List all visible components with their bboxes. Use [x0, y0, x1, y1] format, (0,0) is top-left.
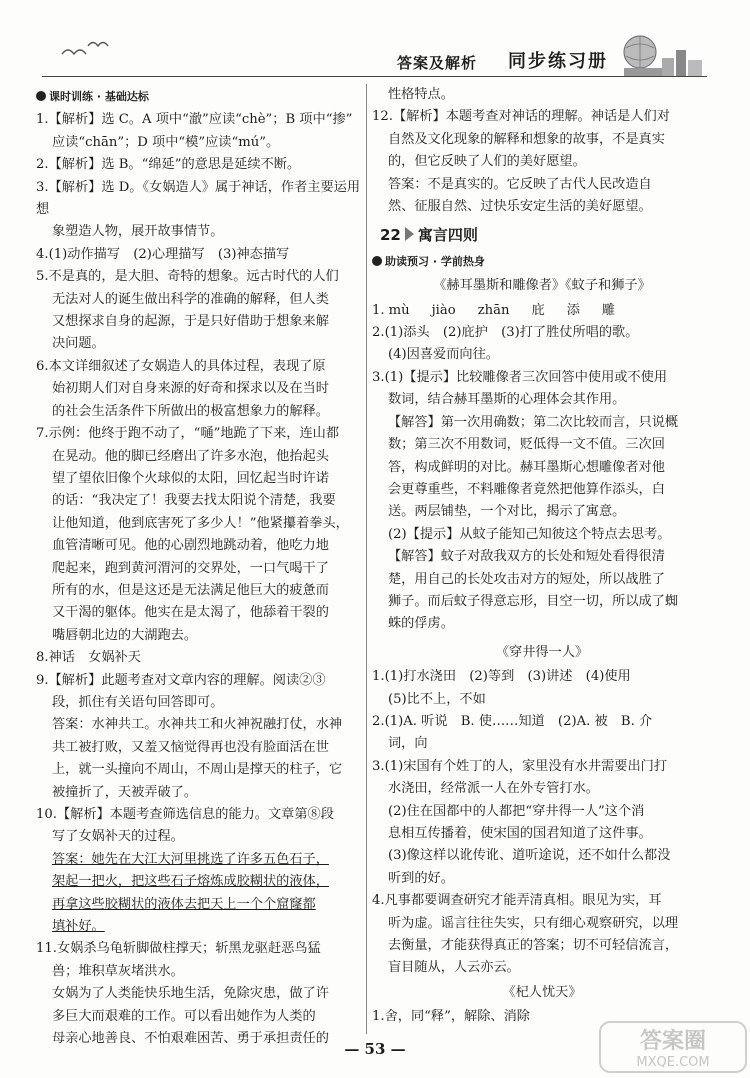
answer-q3: 3.【解析】选 D。《女娲造人》属于神话，作者主要运用想 象塑造人物，展开故事情节。	[36, 179, 361, 240]
lesson-number: 22	[380, 226, 401, 245]
answer-q11: 11.女娲杀乌龟斩脚做柱撑天；斩黑龙驱赶恶鸟猛 兽；堆积草灰堵洪水。	[36, 941, 321, 979]
header-rule	[42, 76, 707, 77]
answer-q10-detail: 答案：她先在大江大河里挑选了许多五色石子， 架起一把火，把这些石子熔炼成胶糊状的液体， 再拿这些胶糊状的液体去把天上一个个窟窿都 填补好。	[52, 851, 329, 935]
section-heading-practice: 课时训练 · 基础达标	[36, 86, 366, 108]
globe-books-icon	[610, 30, 710, 82]
answer-s1: 1.(1)打水浇田 (2)等到 (3)讲述 (4)使用 (5)比不上，不如	[372, 669, 631, 707]
answer-r1: 1. mù jiào zhān 庇 添 雕	[372, 302, 616, 318]
header-brand: 同步练习册	[508, 51, 608, 72]
bullet-icon	[372, 256, 382, 266]
section-heading-preview: 助读预习 · 学前热身	[372, 251, 712, 273]
fable1-title: 《赫耳墨斯和雕像者》《蚊子和狮子》	[433, 278, 651, 294]
lesson-title: 寓言四则	[417, 226, 478, 245]
continued-text: 性格特点。	[388, 87, 454, 102]
answer-q12: 12.【解析】本题考查对神话的理解。神话是人们对 自然及文化现象的解释和想象的故事，不是真实 的，但它反映了人们的美好愿望。 答案：不是真实的。它反映了古代人民改造自 然、征服自然、过快乐安定生活的美好愿望。	[372, 109, 670, 215]
column-divider	[366, 84, 367, 1034]
answer-q6: 6.本文详细叙述了女娲造人的具体过程，表现了原 始初期人们对自身来源的好奇和探求以及在当时 的社会生活条件下所做出的极富想象力的解释。	[36, 358, 329, 419]
answer-s4: 4.凡事都要调查研究才能弄清真相。眼见为实，耳 听为虚。谣言往往失实，只有细心观察研究，以理 去衡量，才能获得真正的答案；切不可轻信流言， 盲目随从，人云亦云。	[372, 893, 679, 976]
answer-q10: 10.【解析】本题考查筛选信息的能力。文章第⑧段 写了女娲补天的过程。	[36, 807, 334, 845]
answer-q11-detail: 女娲为了人类能快乐地生活，免除灾患，做了许 多巨大而艰难的工作。可以看出她作为人类的 母亲心地善良、不怕艰难困苦、勇于承担责任的	[52, 986, 329, 1047]
answer-r3: 3.(1)【提示】比较雕像者三次回答中使用或不使用 数词，结合赫耳墨斯的心理体会其作用。 【解答】第一次用确数；第二次比较而言，只说概 数；第三次不用数词，贬低得一文不值。三次回 答，构成鲜明的对比。赫耳墨斯心想雕像者对他 会更尊重些，不料雕像者竟然把他算作添头，白 送。两层铺垫，一个对比，揭示了寓意。 (2)【提示】从蚊子能知己知彼这个特点去思考。 【解答】蚊子对敌我双方的长处和短处看得很清 楚，用自己的长处攻击对方的短处，所以战胜了 狮子。而后蚊子得意忘形，目空一切，所以成了蜘 蛛的俘虏。	[372, 369, 679, 632]
answer-q2: 2.【解析】选 B。“绵延”的意思是延续不断。	[36, 157, 301, 173]
answer-q9-detail: 答案：水神共工。水神共工和火神祝融打仗，水神 共工被打败，又羞又恼觉得再也没有脸面活在世 上，就一头撞向不周山，不周山是撑天的柱子，它 被撞折了，天被弄破了。	[52, 717, 343, 800]
answer-s3: 3.(1)宋国有个姓丁的人，家里没有水井需要出门打 水浇田，经常派一人在外专管打水。 (2)住在国都中的人都把“穿井得一人”这个消 息相互传播着，使宋国的国君知道了这件事。 (3)像这样以讹传讹、道听途说，还不如什么都没 听到的好。	[372, 758, 671, 886]
bullet-icon	[36, 91, 46, 101]
answer-q9: 9.【解析】此题考查对文章内容的理解。阅读②③ 段，抓住有关语句回答即可。	[36, 672, 326, 710]
fable2-title: 《穿井得一人》	[495, 644, 589, 660]
left-column	[36, 84, 366, 1050]
birds-icon	[58, 36, 118, 62]
answer-q5: 5.不是真的，是大胆、奇特的想象。远古时代的人们 无法对人的诞生做出科学的准确的解释，但人类 又想探求自身的起源，于是只好借助于想象来解 决问题。	[36, 269, 339, 352]
answer-q1: 1.【解析】选 C。A 项中“澈”应读“chè”；B 项中“掺” 应读“chān”；D 项中“模”应读“mú”。	[36, 112, 353, 150]
arrow-icon	[405, 227, 414, 241]
fable3-title: 《杞人忧天》	[502, 984, 582, 1000]
answer-t1: 1.舍，同“释”，解除、消除	[372, 1009, 530, 1025]
right-column	[372, 84, 712, 1029]
answer-q8: 8.神话 女娲补天	[36, 650, 141, 666]
svg-text:答案圈: 答案圈	[639, 1029, 707, 1054]
page-number: — 53 —	[344, 1040, 406, 1058]
header-section-title: 答案及解析	[397, 54, 478, 72]
lesson-heading	[380, 224, 712, 246]
answer-r2: 2.(1)添头 (2)庇护 (3)打了胜仗所唱的歌。 (4)因喜爱而向往。	[372, 325, 639, 363]
answer-q7: 7.示例：他终于跑不动了，“嗵”地跪了下来，连山都 在晃动。他的脚已经磨出了许多水泡，他抬起头 望了望依旧像个火球似的太阳，回忆起当时许诺 的话：“我决定了！我要去找太阳说个清楚，我要 让他知道，他到底害死了多少人！”他紧攥着拳头， 血管清晰可见。他的心剧烈地跳动着，他吃力地 爬起来，跑到黄河渭河的交界处，一口气喝干了 所有的水，但是这还是无法满足他巨大的疲惫而 又干渴的躯体。他实在是太渴了，他舔着干裂的 嘴唇朝北边的大湖跑去。	[36, 426, 349, 643]
answer-s2: 2.(1)A. 听说 B. 使……知道 (2)A. 被 B. 介 词，向	[372, 713, 653, 752]
watermark-logo	[598, 1018, 748, 1076]
answer-q4: 4.(1)动作描写 (2)心理描写 (3)神态描写	[36, 246, 290, 262]
watermark-url: MXQE.COM	[636, 1055, 710, 1070]
